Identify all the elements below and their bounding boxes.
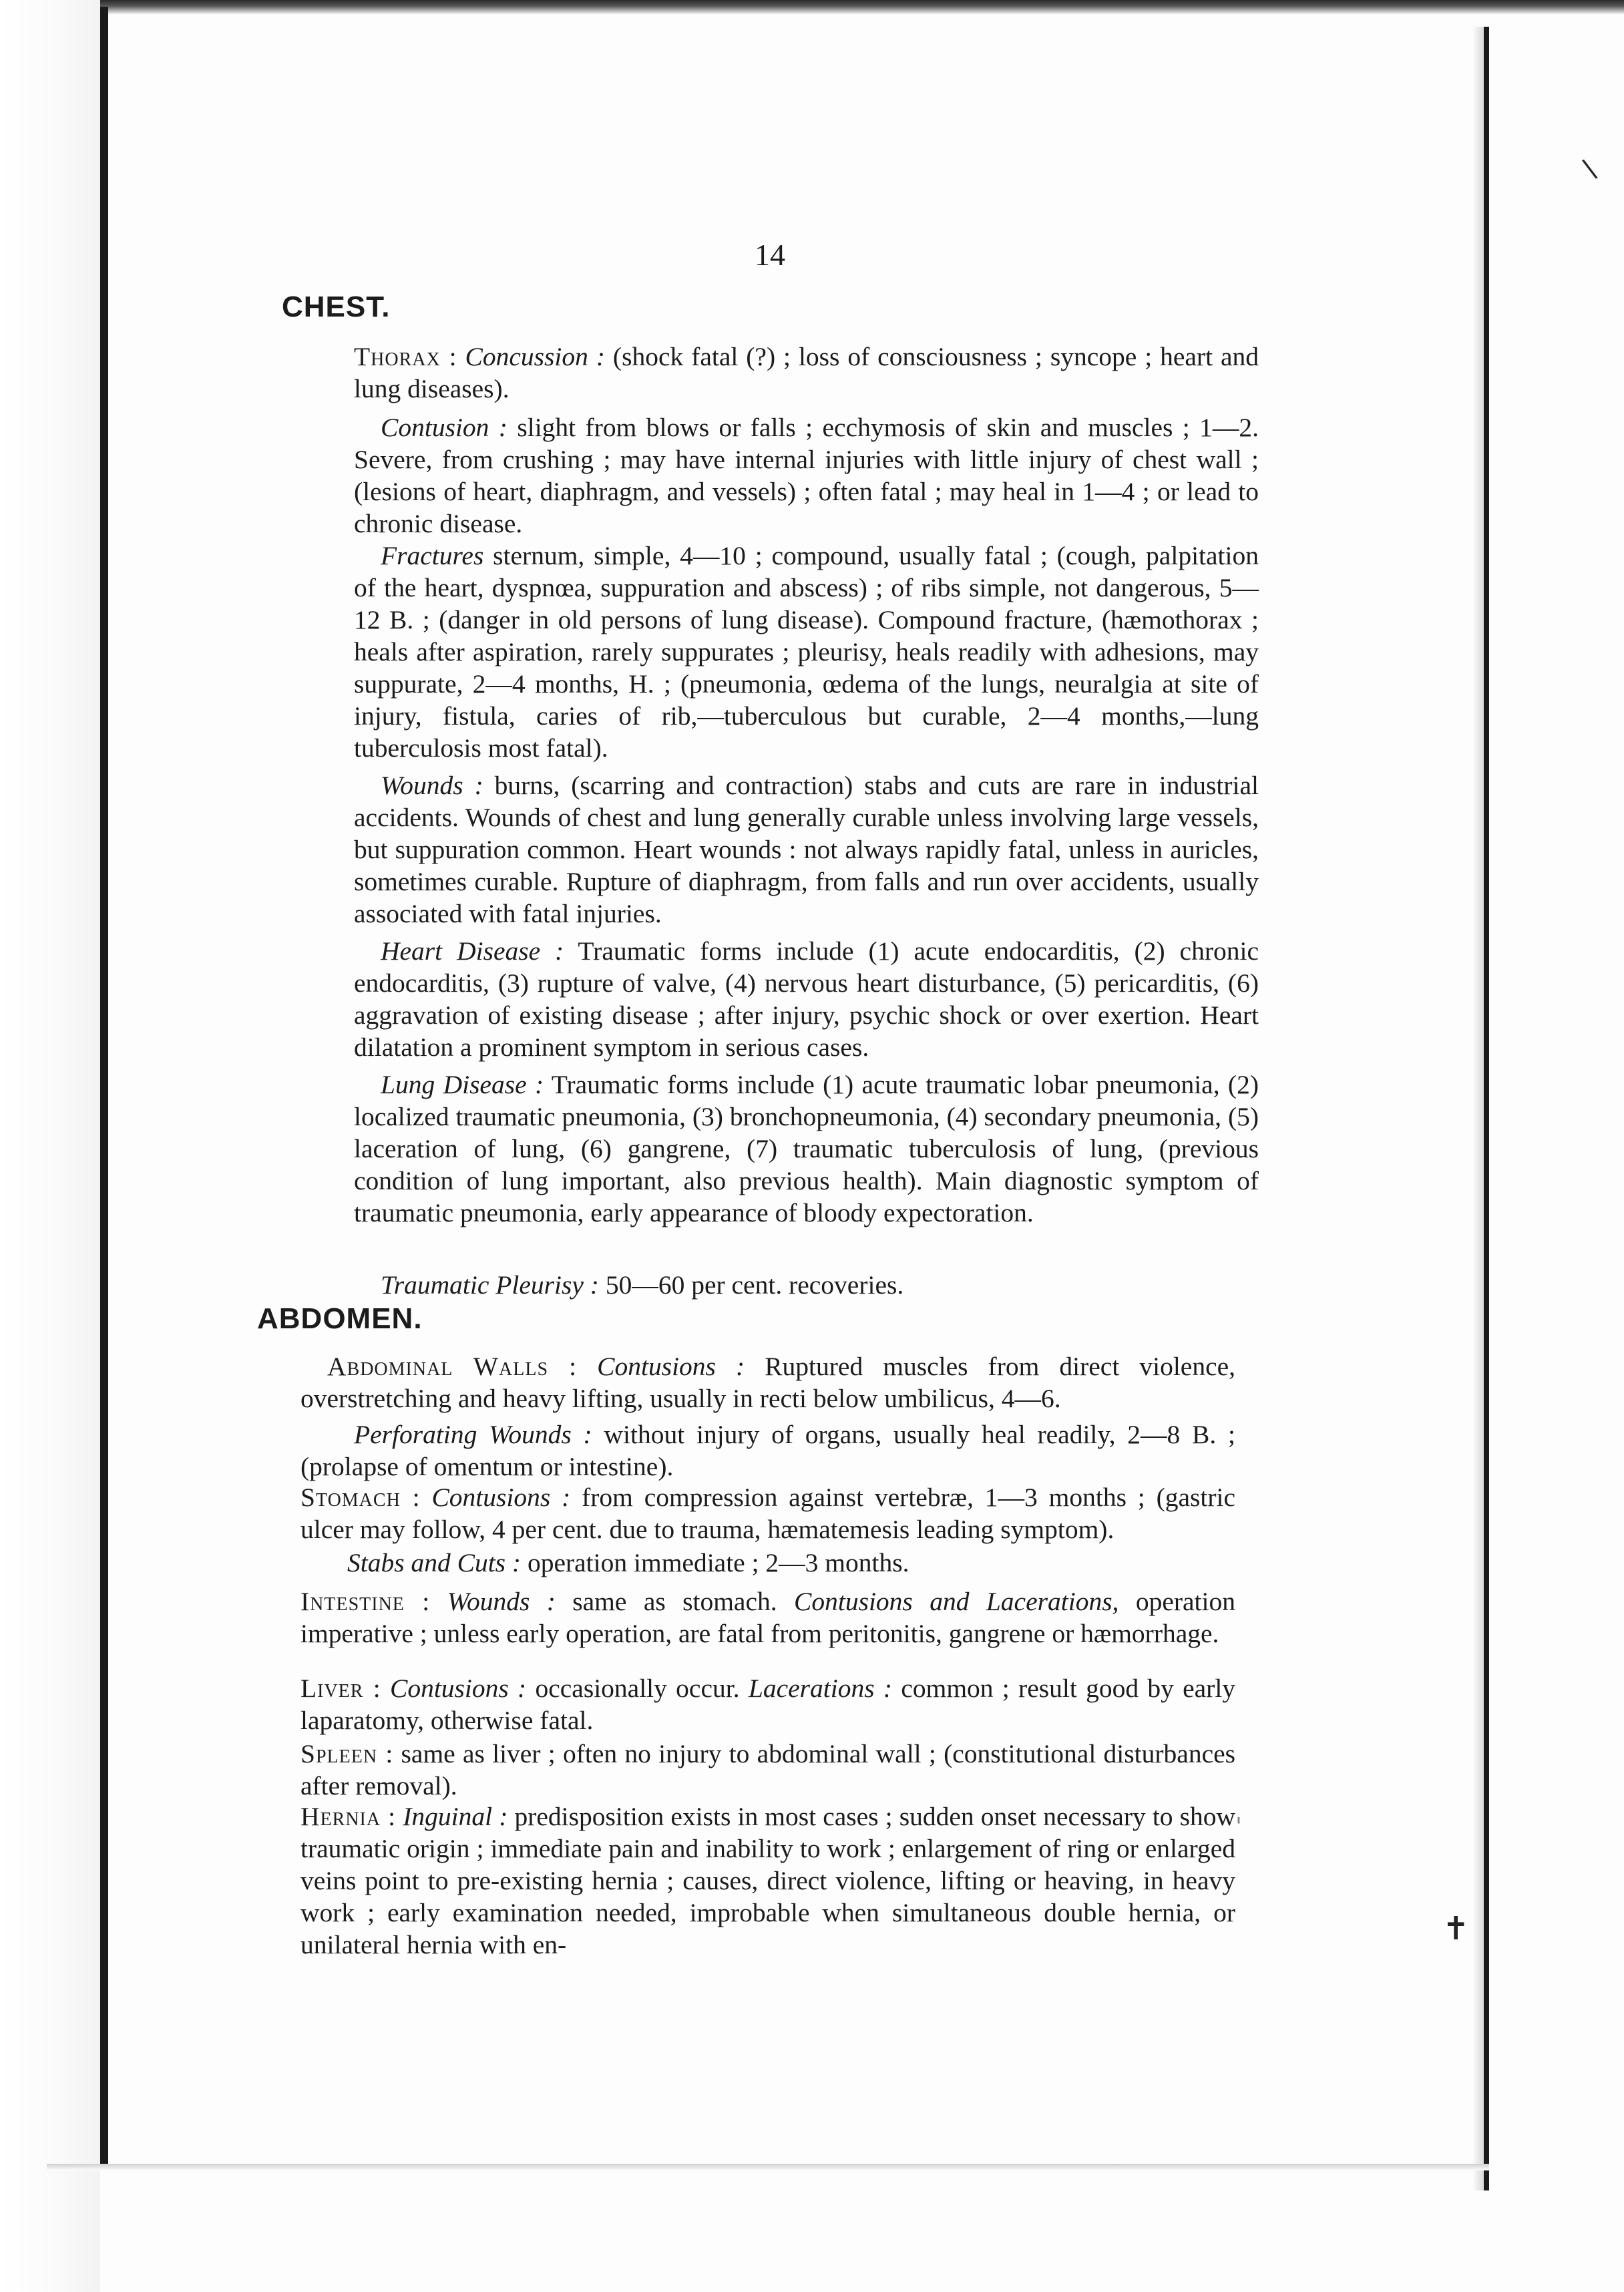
- scan-margin: [0, 0, 100, 2292]
- entry-spleen: [300, 1738, 1235, 1802]
- entry-sublabel: Contusions :: [597, 1352, 745, 1381]
- entry-contusion: [354, 411, 1259, 540]
- entry-sublabel: Wounds :: [381, 771, 483, 800]
- scan-mark: ✝: [1442, 1910, 1470, 1947]
- entry-pleurisy: [354, 1269, 1259, 1301]
- entry-text: from compression against vertebræ, 1—3 months ; (gastric ulcer may follow, 4 per cent. due to trauma, hæmatemesis leading symptom).: [300, 1483, 1236, 1544]
- page-edge-left: [100, 7, 108, 2170]
- entry-fractures: [354, 540, 1259, 764]
- entry-sublabel: Stabs and Cuts :: [347, 1548, 522, 1577]
- entry-stomach: [300, 1481, 1235, 1545]
- entry-label: Stomach :: [300, 1483, 421, 1512]
- entry-text: predisposition exists in most cases ; sudden onset necessary to show traumatic origin ; immediate pain and inability to work ; enlargement of ring or enlarged veins point to pre-existing hernia ; causes, direct violence, lifting or heaving, in heavy work ; early examination needed, improbable when simultaneous double hernia, or unilateral hernia with en-: [300, 1802, 1236, 1959]
- scan-mark: ': [1235, 1813, 1242, 1841]
- page-edge-top: [100, 0, 1624, 15]
- scan-mark: \: [1580, 153, 1599, 185]
- entry-sublabel: Contusion :: [381, 413, 508, 442]
- entry-text: Ruptured muscles from direct violence, overstretching and heavy lifting, usually in recti below umbilicus, 4—6.: [300, 1352, 1236, 1413]
- entry-heart-disease: [354, 935, 1259, 1063]
- entry-text: same as liver ; often no injury to abdominal wall ; (constitutional disturbances after removal).: [300, 1739, 1235, 1800]
- entry-intestine: [300, 1585, 1235, 1650]
- page-edge-bottom: [47, 2164, 1489, 2170]
- entry-sublabel: Perforating Wounds :: [354, 1420, 592, 1449]
- entry-sublabel: Contusions :: [389, 1674, 527, 1703]
- entry-stabs-cuts: [300, 1547, 1235, 1579]
- page-edge-right: [1484, 27, 1489, 2190]
- entry-text: operation imperative ; unless early operation, are fatal from peritonitis, gangrene or hæmorrhage.: [300, 1587, 1235, 1648]
- entry-wounds: [354, 769, 1259, 930]
- entry-sublabel: Contusions and Lacerations,: [794, 1587, 1119, 1616]
- entry-label: Intestine :: [300, 1587, 431, 1616]
- page-number: 14: [755, 238, 785, 272]
- entry-sublabel: Traumatic Pleurisy :: [381, 1270, 599, 1300]
- entry-thorax: [354, 341, 1259, 405]
- entry-label: Spleen :: [300, 1739, 394, 1768]
- entry-label: Thorax :: [354, 342, 457, 371]
- section-heading-chest: CHEST.: [282, 291, 391, 323]
- entry-label: Liver :: [300, 1674, 381, 1703]
- entry-sublabel: Heart Disease :: [381, 936, 564, 966]
- entry-sublabel: Lacerations :: [748, 1674, 893, 1703]
- entry-text: common ; result good by early laparatomy, otherwise fatal.: [300, 1674, 1236, 1735]
- entry-text: (shock fatal (?) ; loss of consciousness ; syncope ; heart and lung diseases).: [354, 342, 1259, 403]
- entry-text: Traumatic forms include (1) acute traumatic lobar pneumonia, (2) localized traumatic pneumonia, (3) bronchopneumonia, (4) secondary pneumonia, (5) laceration of lung, (6) gangrene, (7) traumatic tuberculosis of lung, (previous condition of lung important, also previous health). Main diagnostic symptom of traumatic pneumonia, early appearance of bloody expectoration.: [354, 1070, 1259, 1227]
- entry-sublabel: Inguinal :: [403, 1802, 508, 1831]
- entry-liver: [300, 1672, 1235, 1736]
- entry-abdominal-walls: [300, 1350, 1235, 1414]
- entry-text: slight from blows or falls ; ecchymosis of skin and muscles ; 1—2. Severe, from crushing ; may have internal injuries with little injury of chest wall ; (lesions of heart, diaphragm, and vessels) ; often fatal ; may heal in 1—4 ; or lead to chronic disease.: [354, 413, 1259, 538]
- entry-sublabel: Lung Disease :: [381, 1070, 544, 1099]
- entry-perforating-wounds: [300, 1418, 1235, 1483]
- entry-text: 50—60 per cent. recoveries.: [605, 1270, 904, 1300]
- entry-label: Hernia :: [300, 1802, 397, 1831]
- entry-label: Abdominal Walls :: [327, 1352, 578, 1381]
- entry-sublabel: Wounds :: [447, 1587, 556, 1616]
- entry-text: burns, (scarring and contraction) stabs and cuts are rare in industrial accidents. Wounds of chest and lung generally curable unless involving large vessels, but suppuration common. Heart wounds : not always rapidly fatal, unless in auricles, sometimes curable. Rupture of diaphragm, from falls and run over accidents, usually associated with fatal injuries.: [354, 771, 1259, 928]
- entry-text: occasionally occur.: [535, 1674, 740, 1703]
- entry-text: sternum, simple, 4—10 ; compound, usually fatal ; (cough, palpitation of the heart, dyspnœa, suppuration and abscess) ; of ribs simple, not dangerous, 5—12 B. ; (danger in old persons of lung disease). Compound fracture, (hæmothorax ; heals after aspiration, rarely suppurates ; pleurisy, heals readily with adhesions, may suppurate, 2—4 months, H. ; (pneumonia, œdema of the lungs, neuralgia at site of injury, fistula, caries of rib,—tuberculous but curable, 2—4 months,—lung tuberculosis most fatal).: [354, 541, 1259, 763]
- entry-text: without injury of organs, usually heal readily, 2—8 B. ; (prolapse of omentum or intestine).: [300, 1420, 1235, 1481]
- entry-lung-disease: [354, 1069, 1259, 1229]
- entry-sublabel: Fractures: [381, 541, 484, 570]
- entry-sublabel: Contusions :: [431, 1483, 571, 1512]
- section-heading-abdomen: ABDOMEN.: [257, 1302, 423, 1335]
- entry-sublabel: Concussion :: [465, 342, 605, 371]
- entry-text: operation immediate ; 2—3 months.: [527, 1548, 909, 1577]
- page-shadow-right: [1472, 27, 1484, 2190]
- entry-text: Traumatic forms include (1) acute endocarditis, (2) chronic endocarditis, (3) rupture of valve, (4) nervous heart disturbance, (5) pericarditis, (6) aggravation of existing disease ; after injury, psychic shock or over exertion. Heart dilatation a prominent symptom in serious cases.: [354, 936, 1259, 1062]
- entry-text: same as stomach.: [572, 1587, 777, 1616]
- entry-hernia: [300, 1800, 1235, 1961]
